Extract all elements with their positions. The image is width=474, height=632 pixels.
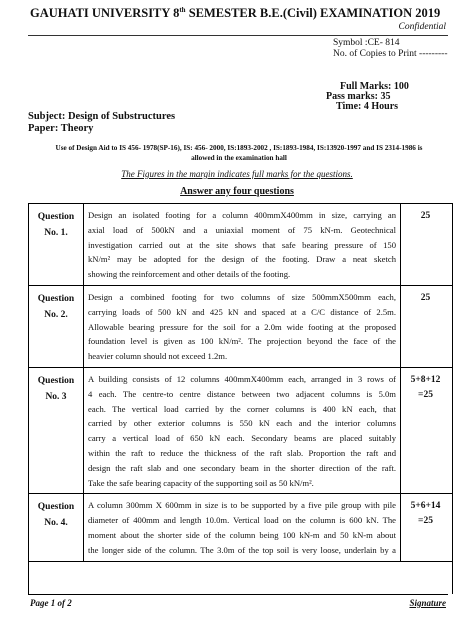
question-row [29,286,452,368]
question-line: Design an isolated footing for a column 400mmX400mm in size, carrying an [88,210,396,220]
question-label: Question [37,375,75,386]
marks-value: 5+6+14 [410,501,441,512]
design-aid-note [30,143,448,163]
question-number [29,368,84,493]
question-no: No. 4. [44,518,68,529]
footer-divider [28,594,448,595]
question-marks [401,204,450,285]
marks-value: 25 [420,211,431,221]
design-aid-line: Use of Design Aid to IS 456- 1978(SP-16), IS: 456- 2000, IS:1893-2002 , IS:1893-1984, IS:13920-1997 and IS 2314-1986 is [55,144,423,152]
questions-table [28,203,453,594]
question-line: design the raft slab and one secondary beam in the shorter direction of the raft. [88,462,396,473]
question-label: Question [37,502,75,513]
question-line: carried by other exterior columns is 550 kN each and the interior columns [88,418,396,429]
question-line: carry a vertical load of 650 kN each. Secondary beams are placed suitably [88,433,396,444]
question-marks [401,368,450,493]
question-row [29,204,452,286]
question-row [29,494,452,561]
question-line: Take the safe bearing capacity of the supporting soil as 50 kN/m². [88,477,314,488]
question-line: carrying loads of 500 kN and 425 kN and spaced at a C/C distance of 2.5m. [88,306,396,317]
question-line: heavier column should not exceed 1.2m. [88,351,228,362]
question-line: each. The vertical load carried by the corner columns is 400 kN each, that [88,403,396,414]
question-line: within the raft to reduce the thickness of the raft slab. Proportion the raft and [88,447,396,458]
full-marks: Full Marks: 100 [340,81,409,92]
question-line: Design a combined footing for two columns of size 500mmX500mm each, [88,291,396,302]
question-line: showing the reinforcement and other details of the footing. [88,269,291,280]
marks-value: 5+8+12 [410,374,441,385]
confidential-label: Confidential [398,22,446,32]
instruction-heading: Answer any four questions [180,186,294,197]
question-text [84,204,401,285]
figures-note: The Figures in the margin indicates full marks for the questions. [121,169,353,179]
question-no: No. 1. [44,228,68,238]
pass-marks: Pass marks: 35 [326,91,391,102]
question-line: diameter of 400mm and length 10.0m. Vertical load on the column is 600 kN. The [88,515,396,526]
question-marks [401,494,450,560]
question-line: 4 each. The centre-to centre distance between two adjacent columns is 5.0m [88,388,396,399]
question-text [84,494,401,560]
header-divider [28,35,448,36]
exam-title: GAUHATI UNIVERSITY 8th SEMESTER B.E.(Civil) EXAMINATION 2019 [30,6,441,21]
paper-line: Paper: Theory [28,123,94,134]
question-line: A column 300mm X 600mm in size is to be supported by a five pile group with pile [88,500,396,511]
question-number [29,204,84,285]
question-text [84,286,401,367]
question-line: moment about the shorter side of the column being 100 kN-m and 50 kN-m about [88,529,396,540]
question-line: Allowable bearing pressure for the soil for a 2.0m wide footing at the proposed [88,321,396,332]
design-aid-line: allowed in the examination hall [191,154,287,162]
question-number [29,286,84,367]
time-allowed: Time: 4 Hours [336,101,399,112]
copies-to-print: No. of Copies to Print --------- [333,49,448,59]
question-line: foundation level is given as 100 kN/m². The projection beyond the face of the [88,336,396,347]
marks-value: =25 [418,516,433,527]
question-marks [401,286,450,367]
subject-line: Subject: Design of Substructures [28,111,176,122]
question-text [84,368,401,493]
question-line: axial load of 500kN and a uniaxial moment of 75 kN-m. Geotechnical [88,224,396,235]
question-label: Question [37,293,75,304]
marks-value: =25 [418,389,433,400]
symbol-code: Symbol :CE- 814 [333,38,400,48]
signature-label: Signature [409,598,446,608]
question-no: No. 2. [44,309,68,320]
question-row [29,368,452,494]
question-no: No. 3 [45,391,67,402]
question-line: investigation carried out at the site shows that safe bearing pressure of 150 [88,239,396,250]
page-number: Page 1 of 2 [30,598,72,608]
question-label: Question [37,212,75,222]
marks-block [326,81,409,112]
question-line: A building consists of 12 columns 400mmX400mm each, arranged in 3 rows of [88,373,396,384]
question-line: kN/m² may be adopted for the design of the footing. Draw a neat sketch [88,254,396,265]
question-line: the longer side of the column. The 3.0m of the top soil is very loose, underlain by a [88,544,396,555]
question-number [29,494,84,560]
marks-value: 25 [420,292,431,303]
